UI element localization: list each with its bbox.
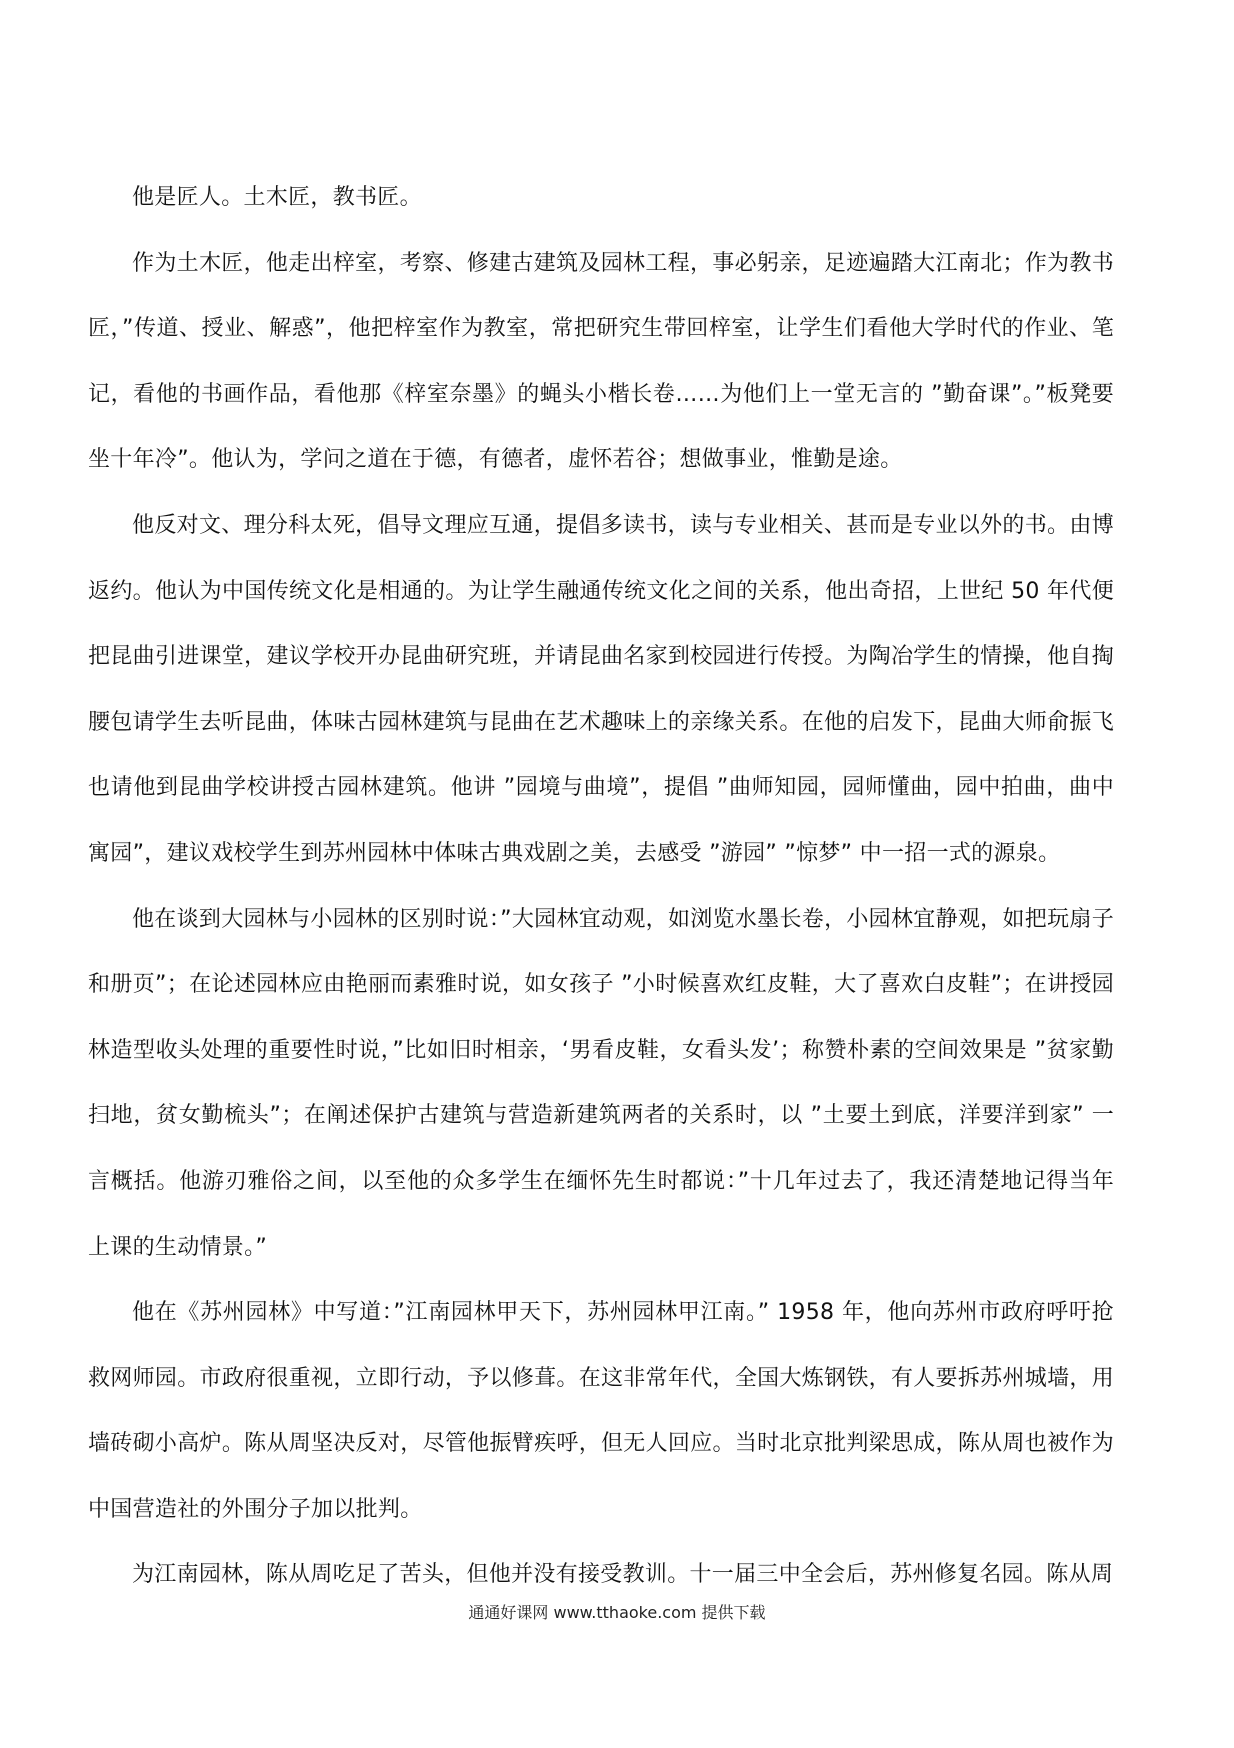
paragraph-4: 他在谈到大园林与小园林的区别时说：”大园林宜动观，如浏览水墨长卷，小园林宜静观，如把玩扇子和册页”；在论述园林应由艳丽而素雅时说，如女孩子 ”小时候喜欢红皮鞋，大了喜欢白皮鞋”；在讲授园林造型收头处理的重要性时说，”比如旧时相亲，‘男看皮鞋，女看头发’；称赞朴素的空间效果是 ”贫家勤扫地，贫女勤梳头”；在阐述保护古建筑与营造新建筑两者的关系时，以 ”土要土到底，洋要洋到家” 一言概括。他游刃雅俗之间，以至他的众多学生在缅怀先生时都说：”十几年过去了，我还清楚地记得当年上课的生动情景。” <box>88 906 1114 1260</box>
paragraph-1: 他是匠人。土木匠，教书匠。 <box>132 185 422 210</box>
paragraph-3: 他反对文、理分科太死，倡导文理应互通，提倡多读书，读与专业相关、甚而是专业以外的书。由博返约。他认为中国传统文化是相通的。为让学生融通传统文化之间的关系，他出奇招，上世纪 50 年代便把昆曲引进课堂，建议学校开办昆曲研究班，并请昆曲名家到校园进行传授。为陶冶学生的情操，他自掏腰包请学生去听昆曲，体味古园林建筑与昆曲在艺术趣味上的亲缘关系。在他的启发下，昆曲大师俞振飞也请他到昆曲学校讲授古园林建筑。他讲 ”园境与曲境”，提倡 ”曲师知园，园师懂曲，园中拍曲，曲中寓园”，建议戏校学生到苏州园林中体味古典戏剧之美，去感受 ”游园” ”惊梦” 中一招一式的源泉。 <box>88 512 1114 866</box>
page-footer: 通通好课网 www.tthaoke.com 提供下载 <box>468 1603 766 1622</box>
paragraph-6: 为江南园林，陈从周吃足了苦头，但他并没有接受教训。十一届三中全会后，苏州修复名园。陈从周 <box>132 1562 1114 1588</box>
paragraph-2: 作为土木匠，他走出梓室，考察、修建古建筑及园林工程，事必躬亲，足迹遍踏大江南北；作为教书匠，”传道、授业、解惑”，他把梓室作为教室，常把研究生带回梓室，让学生们看他大学时代的作业、笔记，看他的书画作品，看他那《梓室奈墨》的蝇头小楷长卷……为他们上一堂无言的 ”勤奋课”。”板凳要坐十年冷”。他认为，学问之道在于德，有德者，虚怀若谷；想做事业，惟勤是途。 <box>88 250 1114 473</box>
article-body <box>88 165 1114 1608</box>
paragraph-5: 他在《苏州园林》中写道：”江南园林甲天下，苏州园林甲江南。” 1958 年，他向苏州市政府呼吁抢救网师园。市政府很重视，立即行动，予以修葺。在这非常年代，全国大炼钢铁，有人要拆苏州城墙，用墙砖砌小高炉。陈从周坚决反对，尽管他振臂疾呼，但无人回应。当时北京批判梁思成，陈从周也被作为中国营造社的外围分子加以批判。 <box>88 1300 1114 1522</box>
